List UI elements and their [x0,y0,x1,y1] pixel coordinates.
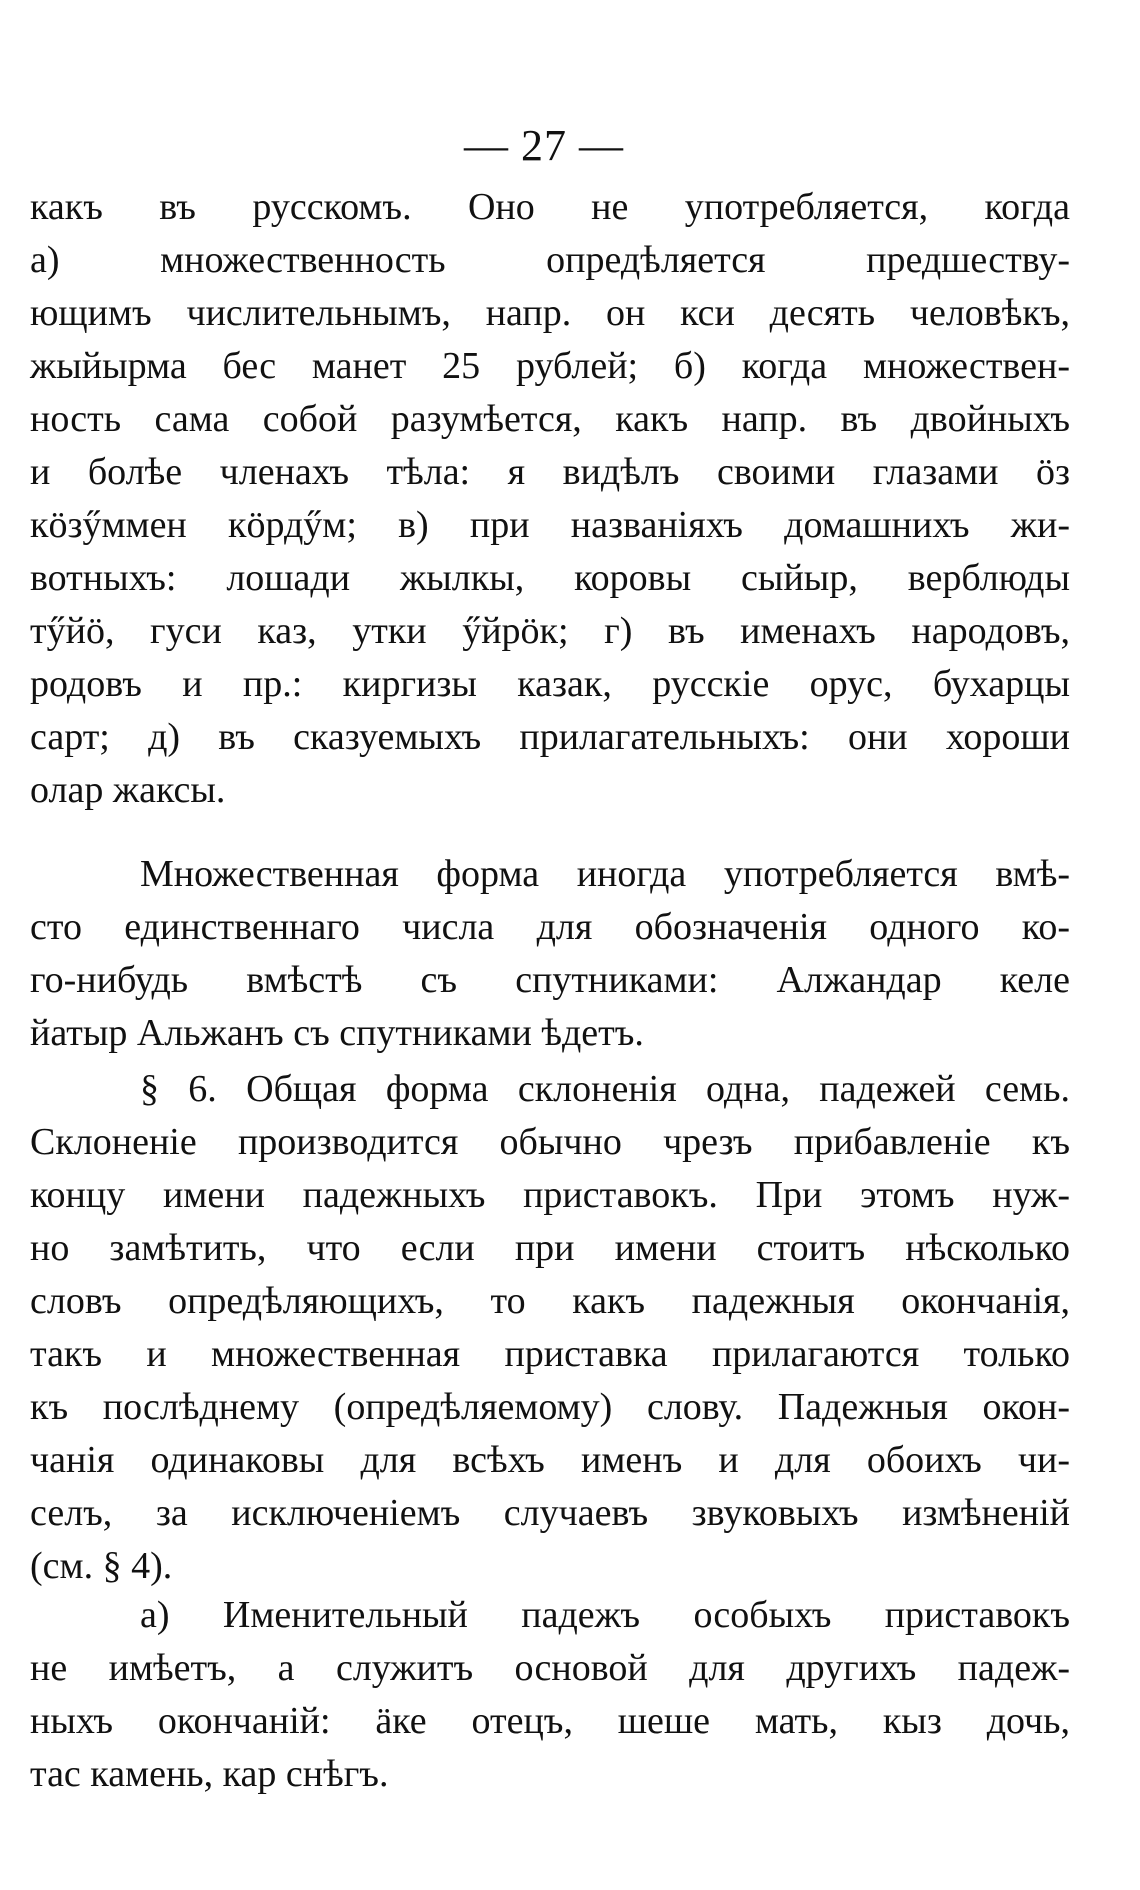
paragraph-1 [30,181,1070,817]
text-line: а) множественность опредѣляется предшеству- [30,239,1070,281]
page-number: — 27 — [464,121,624,170]
text-line: но замѣтить, что если при имени стоитъ нѣсколько [30,1227,1070,1269]
text-line: и болѣе членахъ тѣла: я видѣлъ своими глазами öз [30,451,1070,493]
text-line: йатыр Альжанъ съ спутниками ѣдетъ. [30,1012,644,1054]
text-line: ность сама собой разумѣется, какъ напр. въ двойныхъ [30,398,1070,440]
paragraph-3 [30,1063,1070,1593]
text-line: вотныхъ: лошади жылкы, коровы сыйыр, верблюды [30,557,1070,599]
text-line: сто единственнаго числа для обозначенія одного ко- [30,906,1070,948]
text-line: ныхъ окончаній: äке отецъ, шеше мать, кыз дочь, [30,1700,1070,1742]
text-line: а) Именительный падежъ особыхъ приставокъ [140,1594,1070,1636]
text-line: жыйырма бес манет 25 рублей; б) когда множествен- [30,345,1070,387]
text-line: Множественная форма иногда употребляется вмѣ- [140,853,1070,895]
text-line: селъ, за исключеніемъ случаевъ звуковыхъ измѣненій [30,1492,1070,1534]
text-line: не имѣетъ, а служитъ основой для другихъ падеж- [30,1647,1070,1689]
text-line: олар жаксы. [30,769,226,811]
text-line: го-нибудь вмѣстѣ съ спутниками: Алжандар келе [30,959,1070,1001]
text-line: словъ опредѣляющихъ, то какъ падежныя окончанія, [30,1280,1070,1322]
text-line: родовъ и пр.: киргизы казак, русскіе орус, бухарцы [30,663,1070,705]
text-line: чанія одинаковы для всѣхъ именъ и для обоихъ чи- [30,1439,1070,1481]
paragraph-2 [30,848,1070,1060]
text-line: какъ въ русскомъ. Оно не употребляется, когда [30,186,1070,228]
text-line: тас камень, кар снѣгъ. [30,1753,389,1795]
text-line: такъ и множественная приставка прилагаются только [30,1333,1070,1375]
text-line: кöзӳммен кöрдӳм; в) при названіяхъ домашнихъ жи- [30,504,1070,546]
text-line: тӳйö, гуси каз, утки ӳйрöк; г) въ именахъ народовъ, [30,610,1070,652]
text-line: (см. § 4). [30,1545,173,1587]
text-line: концу имени падежныхъ приставокъ. При этомъ нуж- [30,1174,1070,1216]
text-line: сарт; д) въ сказуемыхъ прилагательныхъ: они хороши [30,716,1070,758]
text-line: § 6. Общая форма склоненія одна, падежей семь. [140,1068,1070,1110]
paragraph-4 [30,1589,1070,1801]
text-line: ющимъ числительнымъ, напр. он кси десять человѣкъ, [30,292,1070,334]
text-line: къ послѣднему (опредѣляемому) слову. Падежныя окон- [30,1386,1070,1428]
text-line: Склоненіе производится обычно чрезъ прибавленіе къ [30,1121,1070,1163]
